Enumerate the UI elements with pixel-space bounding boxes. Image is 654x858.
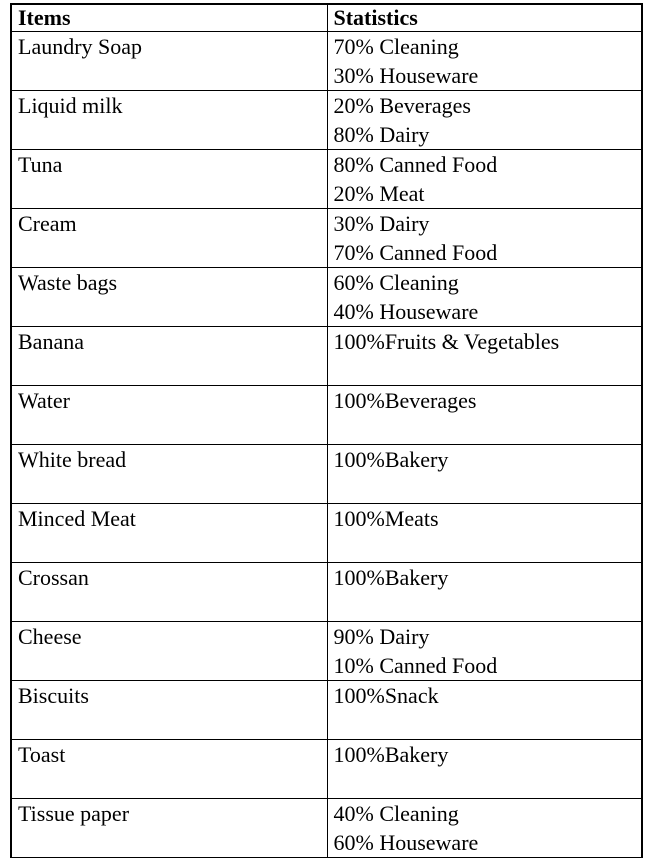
- table-row: [11, 504, 642, 563]
- item-cell: Tuna: [11, 150, 327, 209]
- table-row: [11, 327, 642, 386]
- statistics-cell: [327, 504, 642, 563]
- statistics-cell: [327, 445, 642, 504]
- table-row: [11, 622, 642, 681]
- header-items: Items: [11, 4, 327, 32]
- table-row: [11, 681, 642, 740]
- header-row: [11, 4, 642, 32]
- statistics-cell: [327, 386, 642, 445]
- statistic-line: 100%Snack: [333, 683, 439, 708]
- table-row: [11, 386, 642, 445]
- table-body: [11, 32, 642, 858]
- statistic-line: 100%Beverages: [333, 388, 477, 413]
- statistic-line: 30% Houseware: [333, 63, 479, 88]
- statistic-line: 90% Dairy: [333, 624, 430, 649]
- statistics-cell: [327, 150, 642, 209]
- statistic-line: 20% Meat: [333, 181, 425, 206]
- item-cell: Cream: [11, 209, 327, 268]
- statistic-line: 60% Houseware: [333, 830, 479, 855]
- table-row: [11, 799, 642, 858]
- table-row: [11, 150, 642, 209]
- statistics-cell: [327, 799, 642, 858]
- statistic-line: 100%Meats: [333, 506, 439, 531]
- statistic-line: 80% Dairy: [333, 122, 430, 147]
- item-cell: White bread: [11, 445, 327, 504]
- item-cell: Cheese: [11, 622, 327, 681]
- item-cell: Water: [11, 386, 327, 445]
- statistic-line: 10% Canned Food: [333, 653, 498, 678]
- item-cell: Crossan: [11, 563, 327, 622]
- statistic-line: 70% Cleaning: [333, 34, 459, 59]
- statistics-cell: [327, 740, 642, 799]
- table-row: [11, 91, 642, 150]
- statistics-cell: [327, 268, 642, 327]
- statistic-line: 80% Canned Food: [333, 152, 498, 177]
- item-cell: Tissue paper: [11, 799, 327, 858]
- statistics-cell: [327, 32, 642, 91]
- table-row: [11, 268, 642, 327]
- statistics-cell: [327, 622, 642, 681]
- item-cell: Biscuits: [11, 681, 327, 740]
- table-row: [11, 740, 642, 799]
- table-row: [11, 445, 642, 504]
- statistic-line: 100%Bakery: [333, 742, 449, 767]
- header-statistics: Statistics: [327, 4, 642, 32]
- statistic-line: 30% Dairy: [333, 211, 430, 236]
- table-row: [11, 32, 642, 91]
- statistic-line: 60% Cleaning: [333, 270, 459, 295]
- statistic-line: 100%Bakery: [333, 565, 449, 590]
- table-row: [11, 563, 642, 622]
- statistics-cell: [327, 563, 642, 622]
- statistic-line: 70% Canned Food: [333, 240, 498, 265]
- statistic-line: 100%Fruits & Vegetables: [333, 329, 560, 354]
- item-cell: Laundry Soap: [11, 32, 327, 91]
- statistics-table: [10, 3, 643, 858]
- statistics-cell: [327, 681, 642, 740]
- item-cell: Waste bags: [11, 268, 327, 327]
- item-cell: Toast: [11, 740, 327, 799]
- statistics-cell: [327, 91, 642, 150]
- statistics-cell: [327, 327, 642, 386]
- statistic-line: 20% Beverages: [333, 93, 471, 118]
- table-row: [11, 209, 642, 268]
- item-cell: Liquid milk: [11, 91, 327, 150]
- item-cell: Minced Meat: [11, 504, 327, 563]
- statistics-cell: [327, 209, 642, 268]
- item-cell: Banana: [11, 327, 327, 386]
- statistic-line: 40% Cleaning: [333, 801, 459, 826]
- statistic-line: 100%Bakery: [333, 447, 449, 472]
- statistic-line: 40% Houseware: [333, 299, 479, 324]
